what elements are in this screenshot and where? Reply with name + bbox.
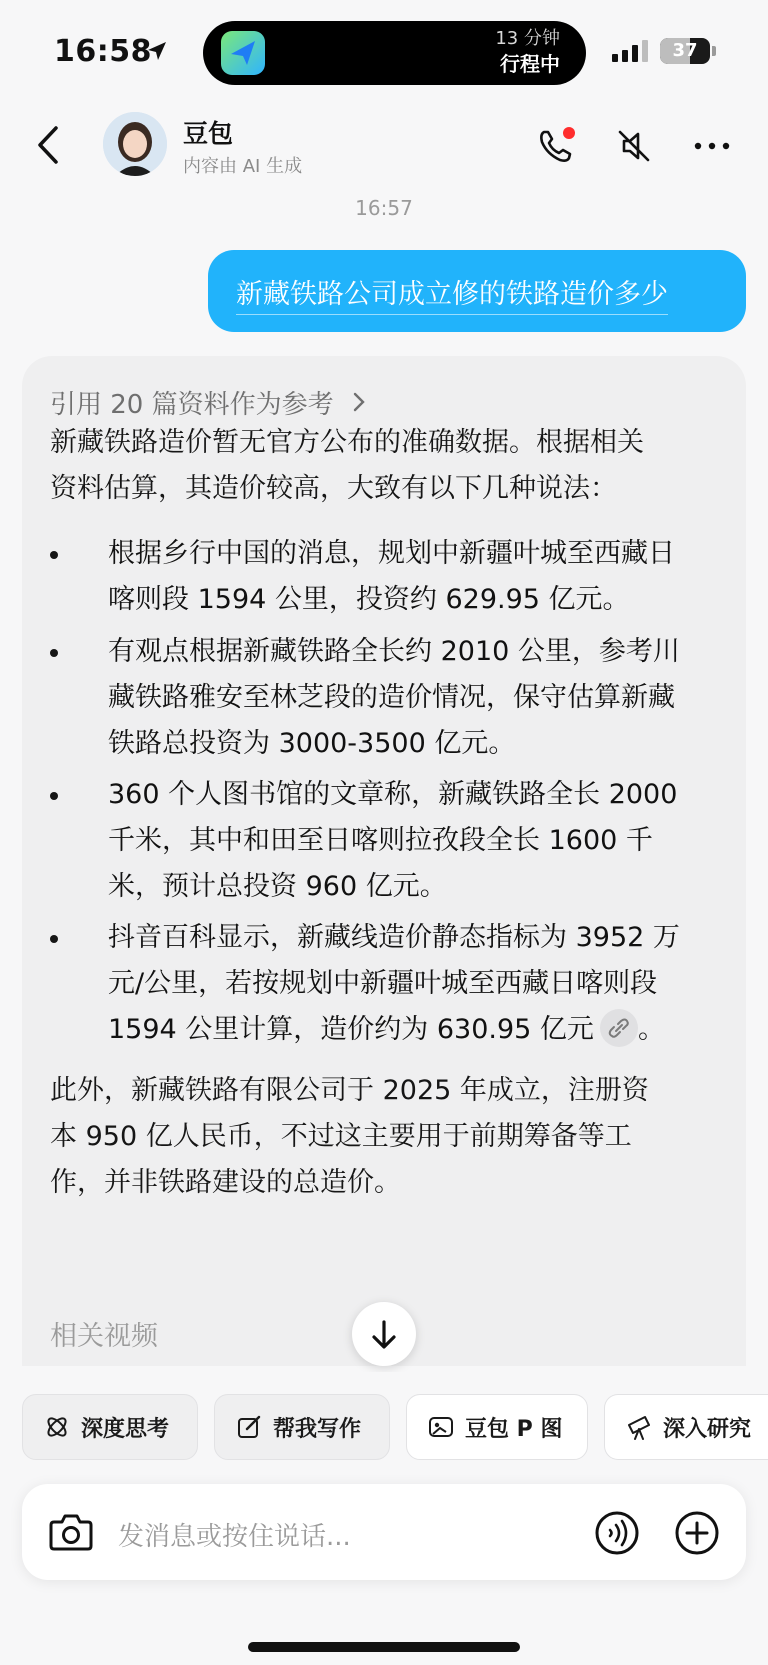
edit-icon (235, 1413, 263, 1441)
list-item-line: 藏铁路雅安至林芝段的造价情况，保守估算新藏 (108, 682, 675, 713)
battery-indicator (660, 38, 710, 64)
chip-label: 帮我写作 (273, 1416, 362, 1442)
chip-label: 深入研究 (663, 1416, 752, 1442)
references-label: 引用 20 篇资料作为参考 (50, 390, 334, 420)
camera-icon (48, 1510, 94, 1554)
message-input-bar[interactable] (22, 1484, 746, 1580)
chip-label: 深度思考 (81, 1416, 170, 1442)
related-videos-heading: 相关视频 (50, 1321, 158, 1352)
mute-button[interactable] (612, 124, 656, 168)
telescope-icon (625, 1413, 653, 1441)
list-item-line: 有观点根据新藏铁路全长约 2010 公里，参考川 (108, 636, 680, 667)
home-indicator[interactable] (248, 1642, 520, 1652)
link-icon (600, 1009, 638, 1047)
source-link-button[interactable] (600, 1009, 638, 1047)
chevron-right-icon (344, 390, 366, 420)
help-write-chip[interactable] (214, 1394, 390, 1460)
deep-think-chip[interactable] (22, 1394, 198, 1460)
list-item-line: 元/公里，若按规划中新疆叶城至西藏日喀则段 (108, 968, 658, 999)
trip-status: 行程中 (500, 52, 560, 76)
list-item-line: 1594 公里计算，造价约为 630.95 亿元 (108, 1014, 594, 1045)
list-item (50, 772, 740, 910)
chevron-left-icon (28, 120, 68, 170)
list-item (50, 915, 740, 1053)
ai-generated-note: 内容由 AI 生成 (183, 156, 303, 177)
status-time: 16:58 (54, 34, 152, 69)
message-timestamp: 16:57 (355, 196, 413, 220)
more-dots-icon (690, 124, 734, 168)
answer-outro-line: 作，并非铁路建设的总造价。 (50, 1167, 401, 1198)
answer-intro-line: 资料估算，其造价较高，大致有以下几种说法： (50, 473, 617, 504)
avatar[interactable] (103, 112, 167, 176)
message-input[interactable]: 发消息或按住说话... (118, 1522, 351, 1552)
call-button[interactable] (534, 124, 578, 168)
image-edit-chip[interactable] (406, 1394, 588, 1460)
status-bar (0, 0, 768, 100)
more-button[interactable] (690, 124, 734, 168)
answer-outro-line: 本 950 亿人民币，不过这主要用于前期筹备等工 (50, 1121, 632, 1152)
assistant-answer-card (22, 356, 746, 1366)
list-item-line: 360 个人图书馆的文章称，新藏铁路全长 2000 (108, 779, 678, 810)
voice-button[interactable] (594, 1510, 640, 1560)
list-item (50, 629, 740, 767)
references-link[interactable] (50, 384, 366, 421)
back-button[interactable] (28, 120, 68, 170)
phone-icon (534, 124, 578, 168)
answer-intro (50, 420, 740, 512)
list-item-line: 根据乡行中国的消息，规划中新疆叶城至西藏日 (108, 538, 675, 569)
bottom-panel (0, 1372, 768, 1665)
list-item (50, 531, 740, 623)
camera-button[interactable] (48, 1510, 94, 1558)
answer-outro (50, 1068, 740, 1206)
list-item-tail: 。 (637, 1014, 665, 1045)
dynamic-island[interactable] (203, 21, 586, 85)
image-edit-icon (427, 1413, 455, 1441)
atom-icon (43, 1413, 71, 1441)
list-item-line: 米，预计总投资 960 亿元。 (108, 871, 447, 902)
answer-intro-line: 新藏铁路造价暂无官方公布的准确数据。根据相关 (50, 427, 644, 458)
user-message-bubble[interactable] (208, 250, 746, 332)
battery-tip (712, 46, 716, 56)
location-arrow-icon (146, 40, 168, 62)
plus-button[interactable] (674, 1510, 720, 1560)
list-item-line: 喀则段 1594 公里，投资约 629.95 亿元。 (108, 584, 630, 615)
arrow-down-icon (352, 1302, 416, 1366)
navigation-app-icon (221, 31, 265, 75)
scroll-to-bottom-button[interactable] (352, 1302, 416, 1366)
list-item-line: 抖音百科显示，新藏线造价静态指标为 3952 万 (108, 922, 680, 953)
list-item-line: 铁路总投资为 3000-3500 亿元。 (108, 728, 516, 759)
chat-header (0, 100, 768, 190)
deep-research-chip[interactable] (604, 1394, 768, 1460)
voice-wave-icon (594, 1510, 640, 1556)
plus-circle-icon (674, 1510, 720, 1556)
speaker-muted-icon (612, 124, 656, 168)
chip-label: 豆包 P 图 (465, 1416, 563, 1442)
answer-outro-line: 此外，新藏铁路有限公司于 2025 年成立，注册资 (50, 1075, 649, 1106)
cellular-signal-icon (612, 40, 650, 62)
bot-name: 豆包 (183, 119, 234, 148)
battery-level: 37 (672, 40, 698, 61)
trip-duration: 13 分钟 (495, 28, 560, 49)
list-item-line: 千米，其中和田至日喀则拉孜段全长 1600 千 (108, 825, 653, 856)
user-message-text: 新藏铁路公司成立修的铁路造价多少 (236, 279, 668, 315)
